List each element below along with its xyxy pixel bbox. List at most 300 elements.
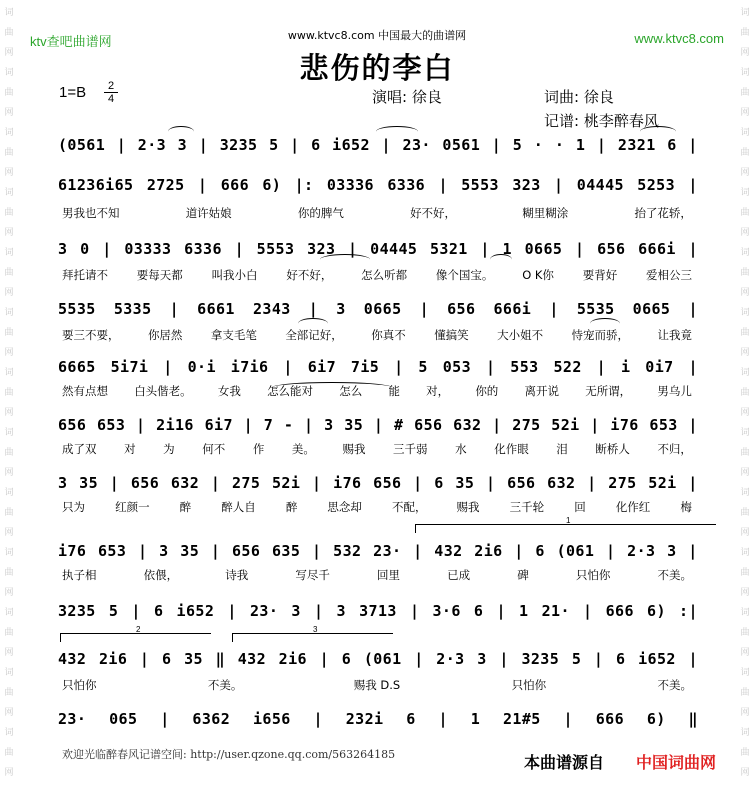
watermark-glyph: 网 bbox=[4, 228, 14, 238]
barline: | bbox=[553, 176, 564, 194]
right-watermark-column bbox=[736, 0, 754, 799]
watermark-glyph: 曲 bbox=[740, 748, 750, 758]
note-group: 323 bbox=[307, 240, 336, 258]
barline: | bbox=[485, 358, 496, 376]
note-group: 3713 bbox=[359, 602, 397, 620]
barline: | bbox=[419, 300, 430, 318]
score-line bbox=[58, 298, 698, 320]
lyric-text: 不美。 bbox=[207, 678, 243, 692]
lyric-text: 写尽千 bbox=[295, 568, 330, 582]
watermark-glyph: 网 bbox=[4, 468, 14, 478]
lyric-text: 怎么能对 bbox=[267, 384, 314, 398]
note-group: 52i bbox=[272, 474, 301, 492]
note-group: 5321 bbox=[429, 240, 468, 258]
lyric-text: 红颜一 bbox=[115, 500, 150, 514]
barline: | bbox=[160, 710, 170, 728]
score-line bbox=[58, 134, 698, 156]
lyric-text: 断桥人 bbox=[595, 442, 630, 456]
watermark-glyph: 曲 bbox=[4, 688, 14, 698]
lyric-line bbox=[62, 441, 692, 457]
slur-mark bbox=[168, 126, 194, 137]
barline: | bbox=[593, 650, 604, 668]
watermark-glyph: 网 bbox=[740, 528, 750, 538]
note-group: 0665 bbox=[632, 300, 671, 318]
barline: | bbox=[688, 474, 698, 492]
note-group: 6) bbox=[262, 176, 282, 194]
note-group: i76 bbox=[610, 416, 639, 434]
note-group: 7 bbox=[263, 416, 274, 434]
lyric-text: 对， bbox=[426, 384, 450, 398]
header-center-site: www.ktvc8.com 中国最大的曲谱网 bbox=[287, 29, 467, 42]
note-group: 2725 bbox=[146, 176, 185, 194]
barline: | bbox=[438, 176, 448, 194]
time-signature bbox=[104, 80, 118, 105]
footer-source-label: 本曲谱源自 bbox=[524, 755, 605, 772]
footer-visit-text: 欢迎光临醉春风记谱空间: http://user.qzone.qq.com/563264185 bbox=[62, 748, 396, 761]
watermark-glyph: 词 bbox=[4, 68, 14, 78]
barline: ‖ bbox=[215, 650, 226, 668]
note-group: 7i5 bbox=[350, 358, 380, 376]
lyric-text: 梅 bbox=[680, 500, 692, 514]
lyric-text: 能 bbox=[388, 384, 400, 398]
note-group: 6i7 bbox=[307, 358, 337, 376]
barline: | bbox=[234, 240, 244, 258]
lyric-text: 不归， bbox=[657, 442, 692, 456]
lyric-text: 好不好， bbox=[410, 206, 457, 220]
barline: | bbox=[688, 136, 698, 154]
note-group: 3 bbox=[336, 602, 346, 620]
watermark-glyph: 词 bbox=[740, 428, 750, 438]
note-group: 632 bbox=[453, 416, 482, 434]
watermark-glyph: 曲 bbox=[4, 568, 14, 578]
watermark-glyph: 曲 bbox=[740, 508, 750, 518]
note-group: 2i16 bbox=[156, 416, 194, 434]
lyric-text: 诗我 bbox=[225, 568, 249, 582]
note-group: 6336 bbox=[387, 176, 426, 194]
note-group: 653 bbox=[649, 416, 678, 434]
note-group: 3 bbox=[667, 542, 677, 560]
lyric-line bbox=[62, 567, 692, 583]
lyric-text: 你的 bbox=[475, 384, 499, 398]
note-group: 23· bbox=[249, 602, 279, 620]
note-group: 6) bbox=[646, 710, 666, 728]
note-group: 35 bbox=[344, 416, 364, 434]
lyric-text: 执子相 bbox=[62, 568, 97, 582]
lyric-text: 只怕你 bbox=[511, 678, 547, 692]
barline: | bbox=[413, 542, 423, 560]
note-group: 656 bbox=[447, 300, 476, 318]
barline: | bbox=[197, 176, 208, 194]
note-group: 3235 bbox=[58, 602, 96, 620]
watermark-glyph: 词 bbox=[740, 128, 750, 138]
note-group: 1 bbox=[519, 602, 529, 620]
note-group: i652 bbox=[332, 136, 370, 154]
watermark-glyph: 词 bbox=[4, 368, 14, 378]
note-group: 275 bbox=[608, 474, 637, 492]
slur-mark bbox=[590, 318, 620, 329]
barline: | bbox=[499, 650, 509, 668]
note-group: 23· bbox=[58, 710, 87, 728]
note-group: 5 bbox=[108, 602, 119, 620]
lyric-text: 已成 bbox=[447, 568, 471, 582]
barline: | bbox=[313, 602, 324, 620]
note-group: 35 bbox=[184, 650, 203, 668]
watermark-glyph: 网 bbox=[740, 348, 750, 358]
volta-bracket-1 bbox=[415, 516, 716, 533]
barline: | bbox=[414, 650, 424, 668]
watermark-glyph: 词 bbox=[740, 548, 750, 558]
note-group: 656 bbox=[597, 240, 626, 258]
slur-mark bbox=[490, 254, 512, 265]
note-group: 065 bbox=[109, 710, 138, 728]
watermark-glyph: 曲 bbox=[740, 448, 750, 458]
watermark-glyph: 网 bbox=[4, 708, 14, 718]
lyric-text: 不美。 bbox=[657, 568, 692, 582]
note-group: 03333 bbox=[124, 240, 172, 258]
lyric-text: 成了双 bbox=[62, 442, 97, 456]
lyric-text: 赐我 D.S bbox=[353, 678, 401, 692]
lyric-line bbox=[62, 205, 692, 221]
barline: | bbox=[491, 136, 502, 154]
lyric-text: 你居然 bbox=[147, 328, 183, 342]
lyric-line bbox=[62, 499, 692, 515]
watermark-glyph: 曲 bbox=[4, 388, 14, 398]
watermark-glyph: 曲 bbox=[740, 268, 750, 278]
note-group: 6 bbox=[162, 650, 172, 668]
score-line bbox=[58, 414, 698, 436]
lyric-text: 糊里糊涂 bbox=[522, 206, 569, 220]
lyric-text: 醉 bbox=[285, 500, 298, 514]
barline: | bbox=[312, 542, 322, 560]
slur-mark bbox=[320, 254, 370, 265]
note-group: 2343 bbox=[252, 300, 291, 318]
lyric-text: 男乌儿 bbox=[657, 384, 692, 398]
slur-mark bbox=[376, 126, 418, 137]
note-group: 656 bbox=[130, 474, 160, 492]
note-group: · bbox=[554, 136, 565, 154]
lyric-text: 只怕你 bbox=[62, 678, 97, 692]
watermark-glyph: 曲 bbox=[4, 748, 14, 758]
note-group: 3 bbox=[477, 650, 487, 668]
lyric-text: 不美。 bbox=[657, 678, 692, 692]
watermark-glyph: 词 bbox=[4, 548, 14, 558]
header-left-site: ktv查吧曲谱网 bbox=[30, 34, 112, 49]
barline: | bbox=[348, 240, 358, 258]
barline: | bbox=[312, 474, 322, 492]
watermark-glyph: 词 bbox=[4, 608, 14, 618]
lyric-text: 化作眼 bbox=[494, 442, 529, 456]
lyric-text: 何不 bbox=[202, 442, 226, 456]
lyric-text: 要每天都 bbox=[136, 268, 183, 282]
barline: | bbox=[583, 602, 593, 620]
note-group: 5 bbox=[418, 358, 428, 376]
watermark-glyph: 词 bbox=[740, 8, 750, 18]
barline: | bbox=[290, 136, 300, 154]
barline: | bbox=[563, 710, 573, 728]
lyric-text: 白头偕老。 bbox=[134, 384, 192, 398]
barline: | bbox=[688, 176, 698, 194]
barline: | bbox=[486, 474, 496, 492]
note-group: 61236i65 bbox=[58, 176, 134, 194]
watermark-glyph: 词 bbox=[4, 248, 14, 258]
note-group: 2·3 bbox=[627, 542, 656, 560]
note-group: 5 bbox=[571, 650, 582, 668]
watermark-glyph: 曲 bbox=[740, 328, 750, 338]
barline: | bbox=[575, 240, 585, 258]
watermark-glyph: 曲 bbox=[740, 88, 750, 98]
watermark-glyph: 网 bbox=[4, 528, 14, 538]
lyric-text: 赐我 bbox=[456, 500, 480, 514]
lyric-text: 离开说 bbox=[524, 384, 559, 398]
note-group: 3 bbox=[159, 542, 169, 560]
note-group: 0 bbox=[80, 240, 90, 258]
note-group: 0665 bbox=[363, 300, 402, 318]
barline: | bbox=[492, 416, 502, 434]
watermark-glyph: 曲 bbox=[740, 148, 750, 158]
watermark-glyph: 词 bbox=[740, 728, 750, 738]
note-group: 656 bbox=[414, 416, 443, 434]
note-group: 2i6 bbox=[98, 650, 128, 668]
note-group: 23· bbox=[402, 136, 431, 154]
barline: | bbox=[381, 136, 391, 154]
note-group: 6i7 bbox=[204, 416, 233, 434]
key-signature: 1=B bbox=[59, 84, 87, 101]
watermark-glyph: 曲 bbox=[4, 88, 14, 98]
note-group: 3 bbox=[336, 300, 346, 318]
note-group: 5553 bbox=[256, 240, 295, 258]
lyric-text: 三千轮 bbox=[509, 500, 545, 514]
barline: | bbox=[138, 542, 148, 560]
barline: | bbox=[688, 358, 698, 376]
lyric-text: 好不好， bbox=[286, 268, 333, 282]
lyric-line bbox=[62, 327, 692, 343]
singer-credit: 演唱: 徐良 bbox=[372, 88, 442, 106]
note-group: 1 bbox=[470, 710, 481, 728]
note-group: 2·3 bbox=[137, 136, 167, 154]
watermark-glyph: 曲 bbox=[4, 448, 14, 458]
watermark-glyph: 词 bbox=[740, 668, 750, 678]
lyric-text: 你的脾气 bbox=[297, 206, 344, 220]
volta-label: 2 bbox=[136, 625, 141, 634]
barline: |: bbox=[294, 176, 314, 194]
lyric-text: 像个国宝。 bbox=[435, 268, 494, 282]
barline: | bbox=[198, 136, 209, 154]
note-group: 532 bbox=[333, 542, 362, 560]
watermark-glyph: 曲 bbox=[740, 388, 750, 398]
note-group: 6 bbox=[153, 602, 164, 620]
watermark-glyph: 词 bbox=[4, 128, 14, 138]
slur-mark bbox=[272, 382, 392, 393]
note-group: 6 bbox=[311, 136, 321, 154]
watermark-glyph: 词 bbox=[740, 608, 750, 618]
lyric-text: 叫我小白 bbox=[211, 268, 258, 282]
note-group: 35 bbox=[79, 474, 99, 492]
watermark-glyph: 词 bbox=[740, 368, 750, 378]
barline: | bbox=[102, 240, 112, 258]
watermark-glyph: 词 bbox=[740, 488, 750, 498]
note-group: 6665 bbox=[58, 358, 96, 376]
barline: | bbox=[413, 474, 423, 492]
note-group: 21· bbox=[541, 602, 570, 620]
note-group: 04445 bbox=[576, 176, 624, 194]
composer-credit: 词曲: 徐良 bbox=[544, 88, 614, 106]
note-group: 04445 bbox=[370, 240, 418, 258]
note-group: 656 bbox=[373, 474, 402, 492]
watermark-glyph: 网 bbox=[4, 408, 14, 418]
note-group: 6 bbox=[473, 602, 484, 620]
score-line bbox=[58, 356, 698, 378]
watermark-glyph: 网 bbox=[4, 768, 14, 778]
note-group: 653 bbox=[98, 542, 127, 560]
watermark-glyph: 词 bbox=[4, 188, 14, 198]
footer-source-brand: 中国词曲网 bbox=[636, 755, 717, 772]
barline: | bbox=[606, 542, 616, 560]
lyric-line bbox=[62, 677, 692, 693]
note-group: 5 bbox=[269, 136, 279, 154]
note-group: 35 bbox=[455, 474, 475, 492]
barline: | bbox=[313, 710, 323, 728]
lyric-text: 不配， bbox=[391, 500, 427, 514]
note-group: 6661 bbox=[197, 300, 235, 318]
note-group: 3 bbox=[291, 602, 301, 620]
lyric-text: 爱相公三 bbox=[646, 268, 692, 282]
lyric-text: O K你 bbox=[522, 268, 554, 282]
lyric-text: 要背好 bbox=[582, 268, 618, 282]
watermark-glyph: 曲 bbox=[4, 508, 14, 518]
note-group: - bbox=[283, 416, 294, 434]
lyric-text: 女我 bbox=[217, 384, 241, 398]
note-group: 2i6 bbox=[474, 542, 503, 560]
note-group: 656 bbox=[507, 474, 536, 492]
note-group: 3 bbox=[58, 474, 68, 492]
barline: | bbox=[210, 542, 221, 560]
volta-label: 3 bbox=[313, 625, 318, 634]
note-group: 666i bbox=[493, 300, 532, 318]
note-group: i76 bbox=[58, 542, 87, 560]
note-group: 6 bbox=[434, 474, 444, 492]
note-group: · bbox=[533, 136, 544, 154]
watermark-glyph: 词 bbox=[740, 308, 750, 318]
note-group: 432 bbox=[237, 650, 267, 668]
barline: | bbox=[136, 416, 146, 434]
note-group: 5 bbox=[512, 136, 523, 154]
watermark-glyph: 词 bbox=[740, 68, 750, 78]
note-group: 0i7 bbox=[645, 358, 674, 376]
score-line bbox=[58, 648, 698, 670]
watermark-glyph: 曲 bbox=[4, 148, 14, 158]
lyric-text: 怎么听都 bbox=[361, 268, 408, 282]
watermark-glyph: 曲 bbox=[4, 628, 14, 638]
lyric-text: 让我竟 bbox=[657, 328, 692, 342]
watermark-glyph: 网 bbox=[740, 648, 750, 658]
note-group: 6362 bbox=[192, 710, 231, 728]
lyric-text: 男我也不知 bbox=[62, 206, 120, 220]
score-line bbox=[58, 708, 698, 730]
barline: | bbox=[480, 240, 490, 258]
note-group: (0561 bbox=[58, 136, 106, 154]
barline: | bbox=[139, 650, 150, 668]
note-group: 5535 bbox=[58, 300, 96, 318]
note-group: 6336 bbox=[184, 240, 222, 258]
watermark-glyph: 词 bbox=[4, 728, 14, 738]
barline: | bbox=[131, 602, 141, 620]
lyric-text: 思念却 bbox=[327, 500, 362, 514]
lyric-text: 全部记好， bbox=[285, 328, 343, 342]
barline: | bbox=[308, 300, 319, 318]
lyric-text: 只为 bbox=[62, 500, 85, 514]
header-right-site: www.ktvc8.com bbox=[634, 31, 724, 46]
lyric-text: 对 bbox=[124, 442, 136, 456]
note-group: i76 bbox=[333, 474, 362, 492]
lyric-text: 回里 bbox=[377, 568, 400, 582]
lyric-text: 无所谓， bbox=[585, 384, 632, 398]
lyric-text: 回 bbox=[574, 500, 586, 514]
barline: | bbox=[587, 474, 597, 492]
barline: | bbox=[409, 602, 420, 620]
note-group: 3 bbox=[177, 136, 188, 154]
lyric-text: 碑 bbox=[517, 568, 529, 582]
lyric-text: 泪 bbox=[556, 442, 568, 456]
lyric-text: 怎么 bbox=[339, 384, 363, 398]
note-group: 053 bbox=[442, 358, 472, 376]
score-line bbox=[58, 174, 698, 196]
barline: | bbox=[549, 300, 559, 318]
note-group: 6 bbox=[535, 542, 545, 560]
lyric-text: 作 bbox=[252, 442, 265, 456]
watermark-glyph: 网 bbox=[740, 708, 750, 718]
lyric-text: 抬了花轿， bbox=[634, 206, 692, 220]
barline: | bbox=[227, 602, 237, 620]
watermark-glyph: 词 bbox=[4, 308, 14, 318]
watermark-glyph: 网 bbox=[4, 48, 14, 58]
note-group: 3 bbox=[324, 416, 334, 434]
note-group: 03336 bbox=[326, 176, 374, 194]
note-group: 666 bbox=[595, 710, 625, 728]
left-watermark-column bbox=[0, 0, 18, 799]
score-line bbox=[58, 472, 698, 494]
lyric-text: 依偎， bbox=[143, 568, 179, 582]
watermark-glyph: 曲 bbox=[740, 28, 750, 38]
barline: | bbox=[590, 416, 600, 434]
volta-bracket-2 bbox=[60, 625, 211, 642]
watermark-glyph: 网 bbox=[740, 408, 750, 418]
note-group: 6 bbox=[667, 136, 677, 154]
watermark-glyph: 曲 bbox=[4, 328, 14, 338]
note-group: 653 bbox=[97, 416, 126, 434]
lyric-text: 化作红 bbox=[615, 500, 651, 514]
barline: | bbox=[394, 358, 404, 376]
note-group: 275 bbox=[232, 474, 261, 492]
barline: | bbox=[116, 136, 127, 154]
watermark-glyph: 网 bbox=[740, 48, 750, 58]
lyric-text: 醉人自 bbox=[221, 500, 256, 514]
barline: | bbox=[596, 358, 607, 376]
note-group: 5253 bbox=[637, 176, 676, 194]
note-group: 323 bbox=[512, 176, 541, 194]
watermark-glyph: 网 bbox=[4, 168, 14, 178]
barline: | bbox=[496, 602, 506, 620]
barline: | bbox=[373, 416, 384, 434]
lyric-text: 醉 bbox=[179, 500, 192, 514]
lyric-line bbox=[62, 267, 692, 283]
score-line bbox=[58, 600, 698, 622]
barline: | bbox=[438, 710, 448, 728]
note-group: 635 bbox=[272, 542, 301, 560]
lyric-text: 三千弱 bbox=[393, 442, 428, 456]
song-title: 悲伤的李白 bbox=[299, 51, 455, 85]
watermark-glyph: 网 bbox=[740, 588, 750, 598]
note-group: 5i7i bbox=[110, 358, 149, 376]
